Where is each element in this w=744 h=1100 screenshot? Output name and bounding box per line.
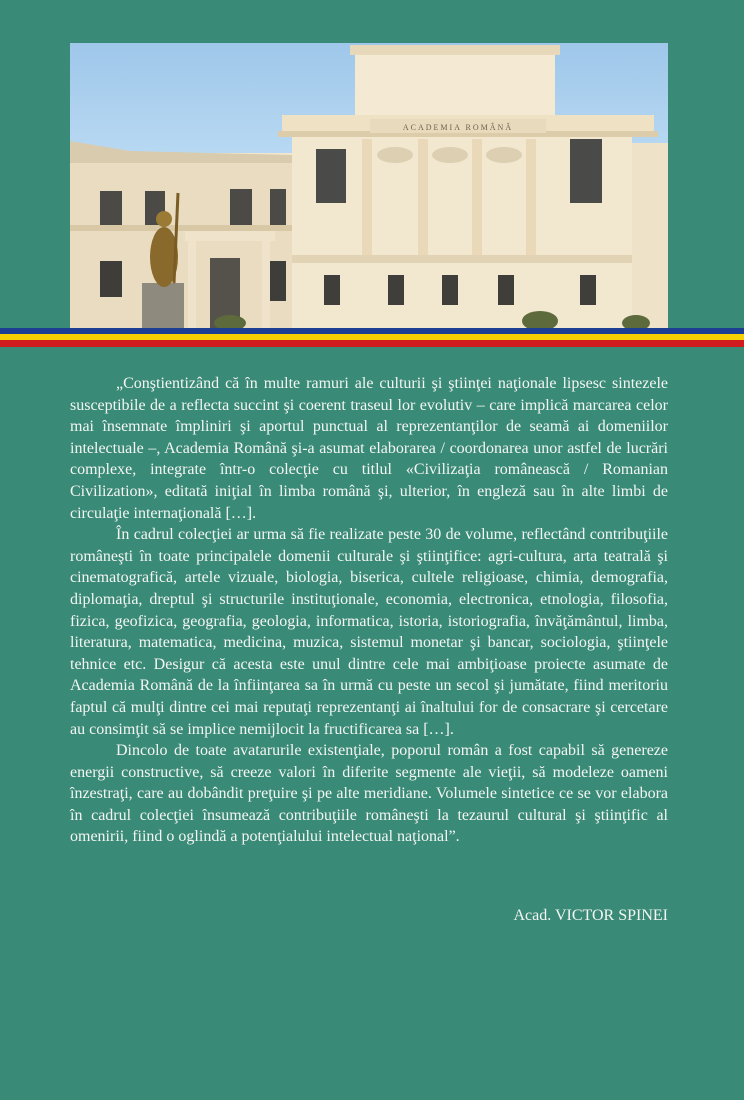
facade-inscription: ACADEMIA ROMÂNĂ — [402, 123, 514, 132]
academy-building-photo — [70, 43, 668, 328]
quote-author: Acad. VICTOR SPINEI — [513, 907, 668, 924]
quote-paragraph-2: În cadrul colecţiei ar urma să fie realizate peste 30 de volume, reflectând contribuţiile româneşti în toate principalele domenii culturale şi ştiinţifice: agri-cultura, arta teatrală şi cinematografică, artele vizuale, biologia, biserica, cultele religioase, chimia, demografia, diplomaţia, dreptul şi structurile instituţionale, economia, electronica, etnologia, filosofia, fizica, geofizica, geografia, geologia, informatica, istoria, istoriografia, învăţământul, limba, literatura, matematica, medicina, muzica, sistemul monetar şi bancar, sociologia, ştiinţele tehnice etc. Desigur că acesta este unul dintre cele mai ambiţioase proiecte asumate de Academia Română de la înfiinţarea sa în urmă cu peste un secol şi jumătate, fiind meritoriu faptul că mulţi dintre cei mai reputaţi reprezentanţi ai înaltului for de consacrare şi cercetare au consimţit să se implice nemijlocit la fructificarea sa […]. — [70, 526, 668, 738]
quote-paragraph-1: „Conştientizând că în multe ramuri ale culturii şi ştiinţei naţionale lipsesc sintezele susceptibile de a reflecta succint şi coerent traseul lor evolutiv – care implică marcarea celor mai însemnate împliniri şi aportul punctual al reprezentanţilor de seamă ai domeniilor intelectuale –, Academia Română şi-a asumat elaborarea / coordonarea unor astfel de lucrări complexe, integrate într-o colecţie cu titlul «Civilizaţia românească / Romanian Civilization», editată iniţial în limba română şi, ulterior, în engleză sau în alte limbi de circulaţie internaţională […]. — [70, 375, 668, 522]
quote-text — [70, 373, 668, 848]
quote-paragraph-3: Dincolo de toate avatarurile existenţiale, poporul român a fost capabil să genereze energii constructive, să creeze valori în diferite segmente ale vieţii, să modeleze oameni înzestraţi, care au dobândit preţuire şi pe alte meridiane. Volumele sintetice ce se vor elabora în cadrul colecţiei însumează contribuţiile româneşti la tezaurul cultural şi ştiinţific al omenirii, fiind o oglindă a potenţialului intelectual naţional”. — [70, 742, 668, 846]
flag-stripe-red — [0, 340, 744, 347]
